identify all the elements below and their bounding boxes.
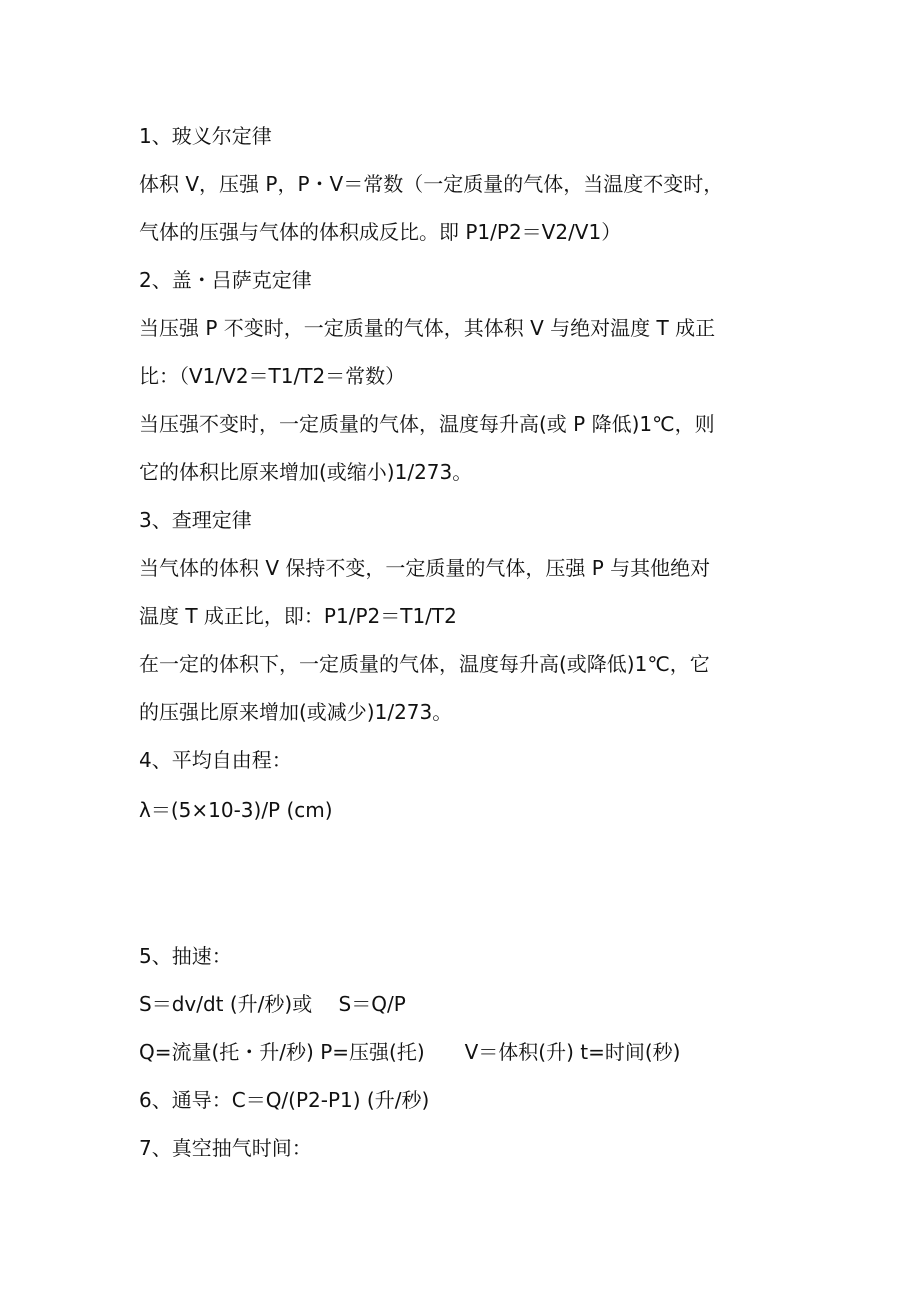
heading-gay-lussac-law: 2、盖・吕萨克定律 bbox=[139, 268, 312, 292]
heading-pumping-speed: 5、抽速： bbox=[139, 944, 232, 968]
formula-pumping-speed: S＝dv/dt (升/秒)或 S＝Q/P bbox=[139, 992, 406, 1016]
paragraph-line: 当气体的体积 V 保持不变，一定质量的气体，压强 P 与其他绝对 bbox=[139, 556, 711, 580]
paragraph-line: 气体的压强与气体的体积成反比。即 P1/P2＝V2/V1） bbox=[139, 220, 622, 244]
paragraph-line: 体积 V，压强 P，P・V＝常数（一定质量的气体，当温度不变时， bbox=[139, 172, 724, 196]
paragraph-line: 当压强 P 不变时，一定质量的气体，其体积 V 与绝对温度 T 成正 bbox=[139, 316, 716, 340]
paragraph-line: 温度 T 成正比，即：P1/P2＝T1/T2 bbox=[139, 604, 457, 628]
heading-mean-free-path: 4、平均自由程： bbox=[139, 748, 292, 772]
formula-definitions: Q=流量(托・升/秒) P=压强(托) V＝体积(升) t=时间(秒) bbox=[139, 1040, 681, 1064]
heading-pumpdown-time: 7、真空抽气时间： bbox=[139, 1136, 312, 1160]
formula-mean-free-path: λ＝(5×10-3)/P (cm) bbox=[139, 798, 333, 822]
paragraph-line: 的压强比原来增加(或减少)1/273。 bbox=[139, 700, 453, 724]
paragraph-line: 在一定的体积下，一定质量的气体，温度每升高(或降低)1℃，它 bbox=[139, 652, 710, 676]
paragraph-line: 当压强不变时，一定质量的气体，温度每升高(或 P 降低)1℃，则 bbox=[139, 412, 715, 436]
paragraph-line: 比：（V1/V2＝T1/T2＝常数） bbox=[139, 364, 406, 388]
paragraph-line: 它的体积比原来增加(或缩小)1/273。 bbox=[139, 460, 473, 484]
heading-conductance: 6、通导：C＝Q/(P2-P1) (升/秒) bbox=[139, 1088, 430, 1112]
heading-charles-law: 3、查理定律 bbox=[139, 508, 252, 532]
heading-boyle-law: 1、玻义尔定律 bbox=[139, 124, 272, 148]
